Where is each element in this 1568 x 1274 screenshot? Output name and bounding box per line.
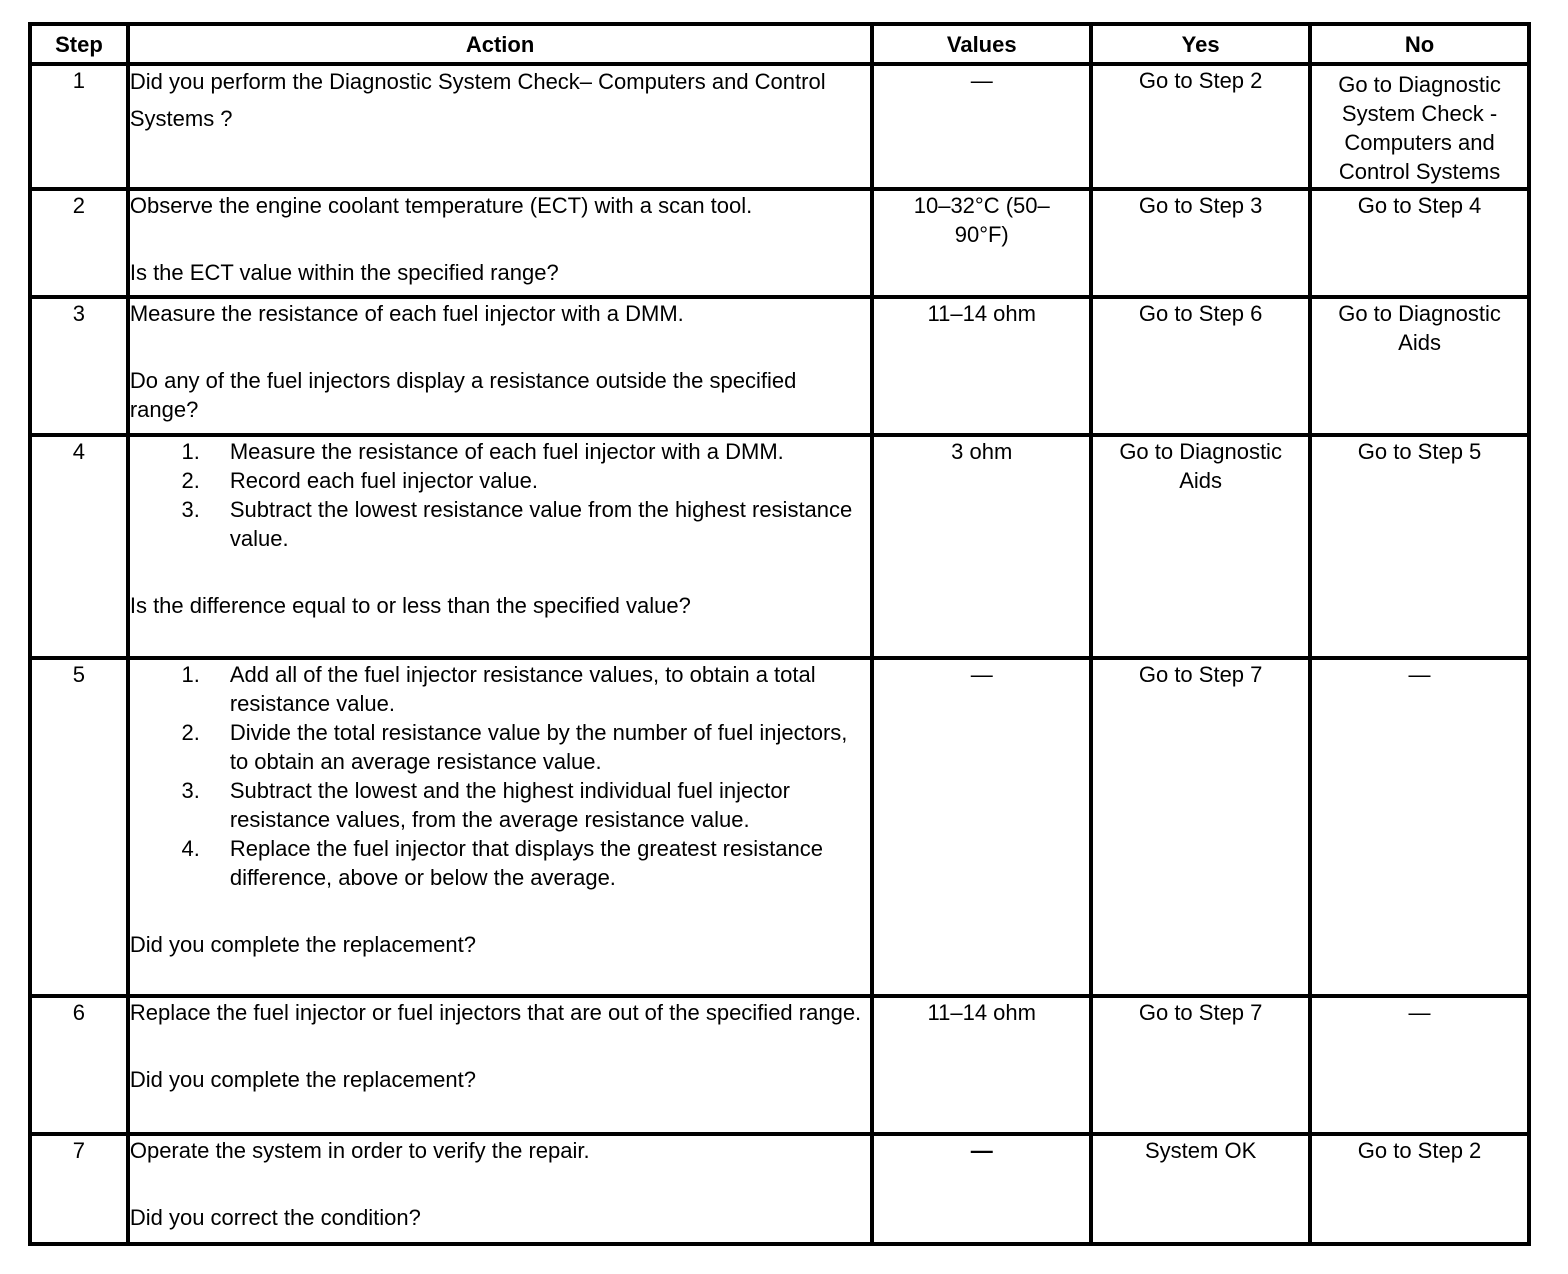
step-number: 6 xyxy=(30,996,128,1134)
action-question: Did you complete the replacement? xyxy=(129,932,476,957)
header-step: Step xyxy=(30,24,128,64)
list-item-number: 4. xyxy=(181,836,200,861)
step-number: 7 xyxy=(30,1134,128,1244)
yes-cell: Go to Step 6 xyxy=(1091,297,1310,435)
step-number: 3 xyxy=(30,297,128,435)
action-question: Do any of the fuel injectors display a resistance outside the specified range? xyxy=(129,368,797,422)
value-cell: 10–32°C (50–90°F) xyxy=(872,189,1091,297)
header-yes: Yes xyxy=(1091,24,1310,64)
table-row xyxy=(30,435,1529,658)
no-cell: — xyxy=(1310,996,1529,1134)
yes-cell: Go to Diagnostic Aids xyxy=(1091,435,1310,658)
yes-cell: Go to Step 3 xyxy=(1091,189,1310,297)
step-number: 4 xyxy=(30,435,128,658)
action-cell xyxy=(128,64,872,189)
action-question: Is the ECT value within the specified range? xyxy=(129,260,559,285)
list-item-text: Replace the fuel injector that displays the greatest resistance difference, above or below the average. xyxy=(229,836,823,890)
no-cell: Go to Step 2 xyxy=(1310,1134,1529,1244)
action-question: Is the difference equal to or less than the specified value? xyxy=(129,593,691,618)
header-values: Values xyxy=(872,24,1091,64)
action-text: Did you perform the Diagnostic System Check– Computers and Control Systems ? xyxy=(129,69,826,131)
list-item xyxy=(130,466,870,495)
action-cell xyxy=(128,996,872,1134)
list-item-text: Subtract the lowest resistance value from the highest resistance value. xyxy=(229,497,853,551)
list-item-number: 2. xyxy=(181,468,200,493)
no-cell: Go to Diagnostic System Check - Computers and Control Systems xyxy=(1310,64,1529,189)
value-cell: — xyxy=(872,1134,1091,1244)
list-item-text: Add all of the fuel injector resistance values, to obtain a total resistance value. xyxy=(229,662,816,716)
yes-cell: Go to Step 2 xyxy=(1091,64,1310,189)
value-cell: 11–14 ohm xyxy=(872,297,1091,435)
list-item xyxy=(130,660,870,718)
action-question: Did you correct the condition? xyxy=(129,1205,421,1230)
action-text: Operate the system in order to verify the repair. xyxy=(129,1138,590,1163)
action-cell xyxy=(128,297,872,435)
action-cell xyxy=(128,435,872,658)
action-text: Replace the fuel injector or fuel injectors that are out of the specified range. xyxy=(129,1000,862,1025)
table-row xyxy=(30,1134,1529,1244)
action-step-list xyxy=(130,660,870,892)
list-item-number: 1. xyxy=(181,439,200,464)
header-row xyxy=(30,24,1529,64)
value-cell: 11–14 ohm xyxy=(872,996,1091,1134)
list-item-text: Record each fuel injector value. xyxy=(229,468,539,493)
table-row xyxy=(30,658,1529,996)
no-cell: Go to Step 5 xyxy=(1310,435,1529,658)
list-item-text: Measure the resistance of each fuel injector with a DMM. xyxy=(229,439,784,464)
list-item xyxy=(130,495,870,553)
yes-cell: System OK xyxy=(1091,1134,1310,1244)
action-text: Measure the resistance of each fuel injector with a DMM. xyxy=(129,301,684,326)
yes-cell: Go to Step 7 xyxy=(1091,658,1310,996)
action-question: Did you complete the replacement? xyxy=(129,1067,476,1092)
table-row xyxy=(30,996,1529,1134)
list-item xyxy=(130,437,870,466)
list-item-text: Divide the total resistance value by the number of fuel injectors, to obtain an average resistance value. xyxy=(229,720,848,774)
diagnostic-table xyxy=(28,22,1531,1246)
header-no: No xyxy=(1310,24,1529,64)
list-item xyxy=(130,776,870,834)
table-row xyxy=(30,64,1529,189)
action-step-list xyxy=(130,437,870,553)
list-item-number: 1. xyxy=(181,662,200,687)
action-cell xyxy=(128,658,872,996)
list-item-number: 2. xyxy=(181,720,200,745)
step-number: 2 xyxy=(30,189,128,297)
action-cell xyxy=(128,1134,872,1244)
table-row xyxy=(30,297,1529,435)
list-item xyxy=(130,834,870,892)
list-item-number: 3. xyxy=(181,497,200,522)
list-item-number: 3. xyxy=(181,778,200,803)
no-cell: Go to Step 4 xyxy=(1310,189,1529,297)
table-row xyxy=(30,189,1529,297)
value-cell: — xyxy=(872,64,1091,189)
value-cell: — xyxy=(872,658,1091,996)
yes-cell: Go to Step 7 xyxy=(1091,996,1310,1134)
no-cell: — xyxy=(1310,658,1529,996)
action-cell xyxy=(128,189,872,297)
header-action: Action xyxy=(128,24,872,64)
list-item xyxy=(130,718,870,776)
step-number: 5 xyxy=(30,658,128,996)
list-item-text: Subtract the lowest and the highest individual fuel injector resistance values, from the average resistance value. xyxy=(229,778,790,832)
action-text: Observe the engine coolant temperature (ECT) with a scan tool. xyxy=(129,193,753,218)
step-number: 1 xyxy=(30,64,128,189)
value-cell: 3 ohm xyxy=(872,435,1091,658)
no-cell: Go to Diagnostic Aids xyxy=(1310,297,1529,435)
